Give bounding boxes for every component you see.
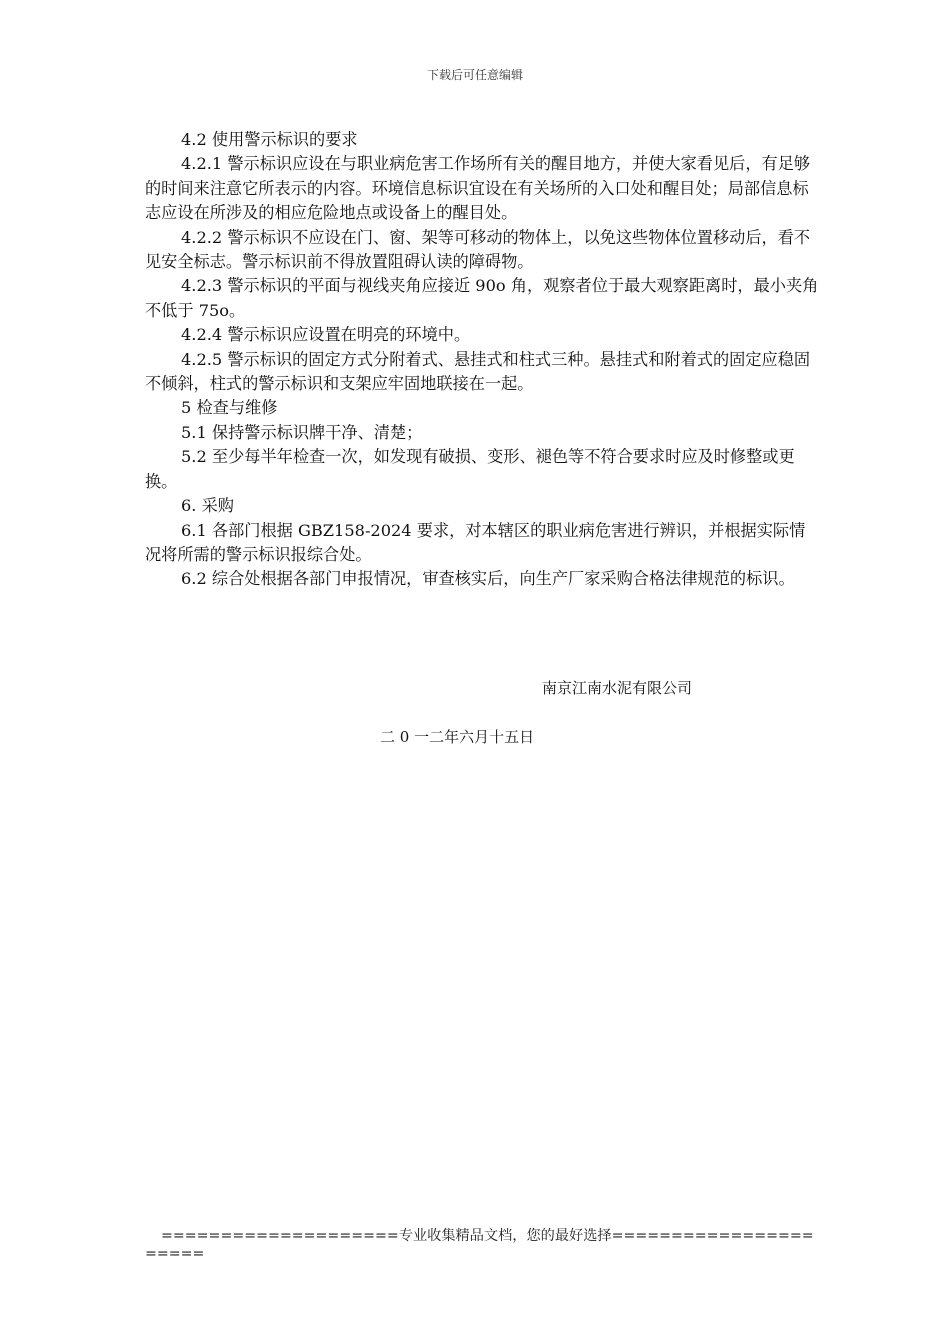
paragraph-4-2-4: 4.2.4 警示标识应设置在明亮的环境中。 <box>181 325 471 345</box>
page-header: 下载后可任意编辑 <box>426 68 523 82</box>
paragraph-4-2-3: 4.2.3 警示标识的平面与视线夹角应接近 90o 角，观察者位于最大观察距离时，最小夹角不低于 75o。 <box>145 276 819 320</box>
signature-date: 二 0 一二年六月十五日 <box>380 728 535 746</box>
paragraph-6-1: 6.1 各部门根据 GBZ158-2024 要求，对本辖区的职业病危害进行辨识，并根据实际情况将所需的警示标识报综合处。 <box>145 520 806 564</box>
paragraph-4-2-1: 4.2.1 警示标识应设在与职业病危害工作场所有关的醒目地方，并使大家看见后，有足够的时间来注意它所表示的内容。环境信息标识宜设在有关场所的入口处和醒目处；局部信息标志应设在所涉及的相应危险地点或设备上的醒目处。 <box>145 154 811 223</box>
signature-company: 南京江南水泥有限公司 <box>542 679 693 697</box>
paragraph-4-2-5: 4.2.5 警示标识的固定方式分附着式、悬挂式和柱式三种。悬挂式和附着式的固定应稳固不倾斜，柱式的警示标识和支架应牢固地联接在一起。 <box>145 349 811 394</box>
section-heading-6: 6. 采购 <box>181 496 234 516</box>
document-body <box>145 128 820 592</box>
paragraph-6-2: 6.2 综合处根据各部门申报情况，审查核实后，向生产厂家采购合格法律规范的标识。 <box>181 569 795 589</box>
section-heading-5: 5 检查与维修 <box>181 398 278 418</box>
paragraph-5-1: 5.1 保持警示标识牌干净、清楚； <box>181 422 423 442</box>
section-heading-4-2: 4.2 使用警示标识的要求 <box>181 130 358 149</box>
page-footer: ====================专业收集精品文档，您的最好选择====================== <box>145 1228 814 1262</box>
paragraph-4-2-2: 4.2.2 警示标识不应设在门、窗、架等可移动的物体上，以免这些物体位置移动后，看不见安全标志。警示标识前不得放置阻碍认读的障碍物。 <box>145 227 811 272</box>
paragraph-5-2: 5.2 至少每半年检查一次，如发现有破损、变形、褪色等不符合要求时应及时修整或更换。 <box>145 447 795 491</box>
